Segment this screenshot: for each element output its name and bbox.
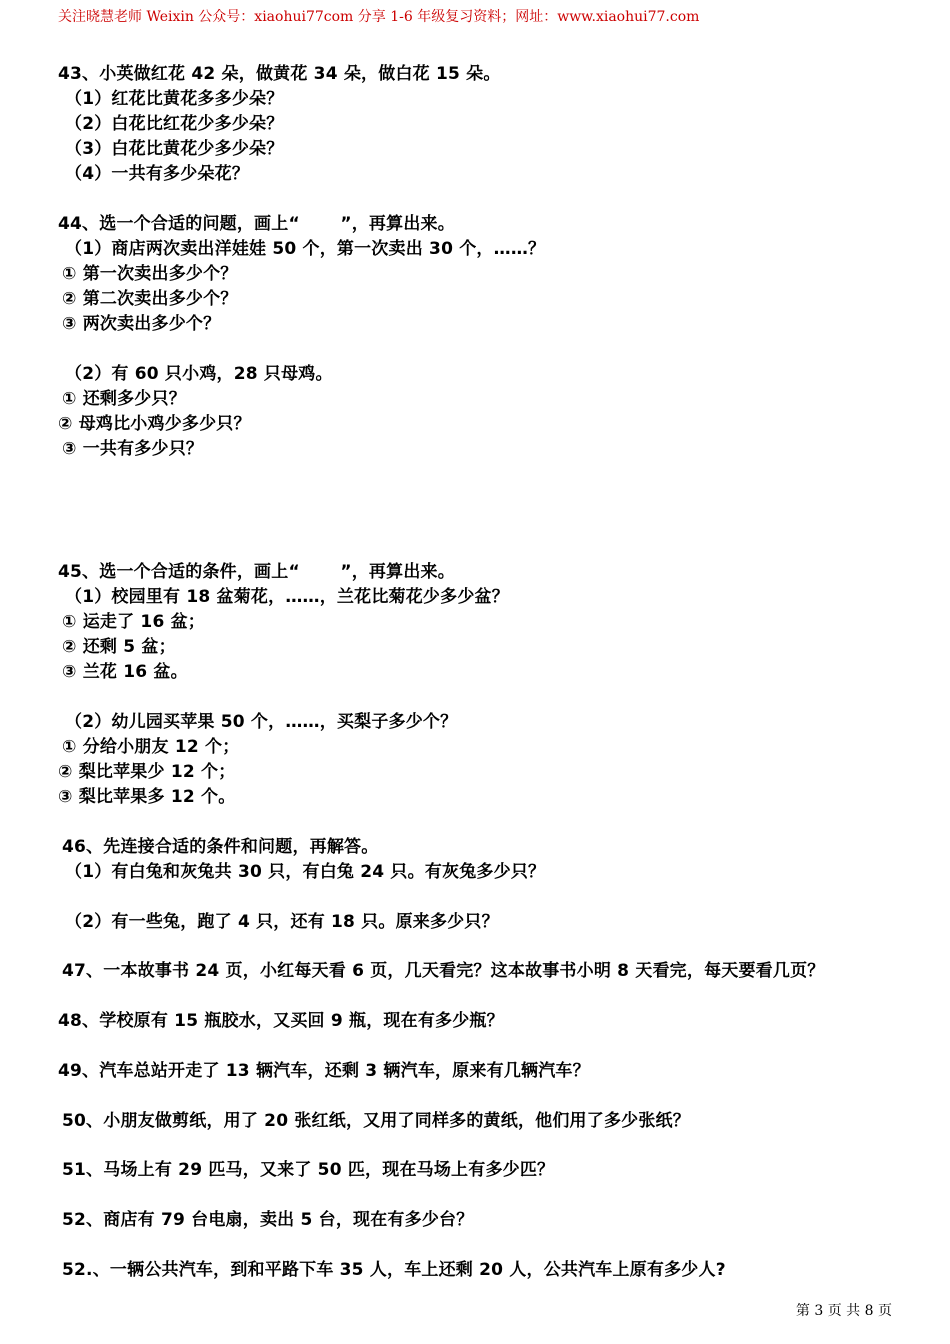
q45-part1-title: （1）校园里有 18 盆菊花，……，兰花比菊花少多少盆？ (65, 587, 509, 607)
q46-part1: （1）有白兔和灰兔共 30 只，有白兔 24 只。有灰兔多少只？ (65, 862, 546, 882)
q46-stem: 46、先连接合适的条件和问题，再解答。 (62, 837, 379, 857)
q44-part1-title: （1）商店两次卖出洋娃娃 50 个，第一次卖出 30 个，……？ (65, 239, 546, 259)
header-banner: 关注晓慧老师 Weixin 公众号：xiaohui77com 分享 1-6 年级复习资料；网址：www.xiaohui77.com (58, 9, 700, 25)
q44-part1-option-2: ② 第二次卖出多少个？ (62, 289, 238, 309)
page-number-footer: 第 3 页 共 8 页 (795, 1303, 892, 1319)
q45-part1-option-1: ① 运走了 16 盆； (62, 612, 206, 632)
q43-stem: 43、小英做红花 42 朵，做黄花 34 朵，做白花 15 朵。 (58, 64, 501, 84)
q52b: 52.、一辆公共汽车，到和平路下车 35 人，车上还剩 20 人，公共汽车上原有多少人? (62, 1260, 726, 1280)
q52a: 52、商店有 79 台电扇，卖出 5 台，现在有多少台？ (62, 1210, 474, 1230)
q44-part2-title: （2）有 60 只小鸡，28 只母鸡。 (65, 364, 333, 384)
q43-sub-4: （4）一共有多少朵花？ (65, 164, 250, 184)
q50: 50、小朋友做剪纸，用了 20 张红纸，又用了同样多的黄纸，他们用了多少张纸？ (62, 1111, 690, 1131)
q47: 47、一本故事书 24 页，小红每天看 6 页，几天看完？这本故事书小明 8 天看完，每天要看几页？ (62, 961, 825, 981)
q45-part1-option-3: ③ 兰花 16 盆。 (62, 662, 188, 682)
q46-part2: （2）有一些兔，跑了 4 只，还有 18 只。原来多少只？ (65, 912, 499, 932)
q45-part2-title: （2）幼儿园买苹果 50 个，……，买梨子多少个？ (65, 712, 458, 732)
q45-stem: 45、选一个合适的条件，画上“ ”，再算出来。 (58, 562, 455, 582)
q44-stem: 44、选一个合适的问题，画上“ ”，再算出来。 (58, 214, 455, 234)
q51: 51、马场上有 29 匹马，又来了 50 匹，现在马场上有多少匹？ (62, 1160, 555, 1180)
q44-part2-option-2: ② 母鸡比小鸡少多少只？ (58, 414, 251, 434)
q44-part1-option-1: ① 第一次卖出多少个？ (62, 264, 238, 284)
q44-part2-option-1: ① 还剩多少只？ (62, 389, 186, 409)
q43-sub-3: （3）白花比黄花少多少朵？ (65, 139, 284, 159)
q49: 49、汽车总站开走了 13 辆汽车，还剩 3 辆汽车，原来有几辆汽车？ (58, 1061, 590, 1081)
q43-sub-2: （2）白花比红花少多少朵？ (65, 114, 284, 134)
q44-part1-option-3: ③ 两次卖出多少个？ (62, 314, 221, 334)
q43-sub-1: （1）红花比黄花多多少朵？ (65, 89, 284, 109)
q45-part2-option-1: ① 分给小朋友 12 个； (62, 737, 240, 757)
q44-part2-option-3: ③ 一共有多少只？ (62, 439, 204, 459)
q45-part2-option-3: ③ 梨比苹果多 12 个。 (58, 787, 236, 807)
q48: 48、学校原有 15 瓶胶水，又买回 9 瓶，现在有多少瓶？ (58, 1011, 504, 1031)
q45-part1-option-2: ② 还剩 5 盆； (62, 637, 176, 657)
q45-part2-option-2: ② 梨比苹果少 12 个； (58, 762, 236, 782)
